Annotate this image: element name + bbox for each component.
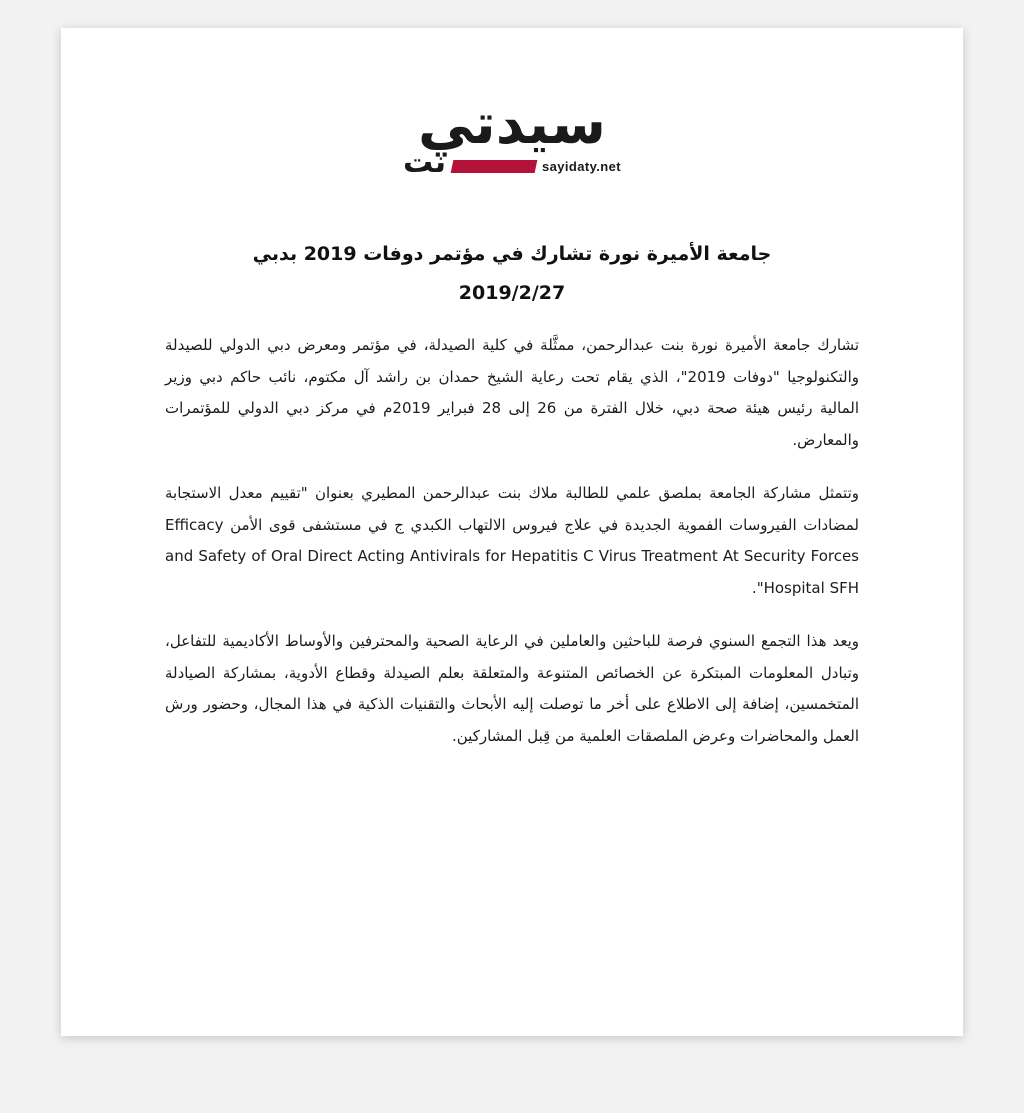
logo-accent-bar-icon (451, 160, 538, 173)
logo-arabic-wordmark: سيدتي (418, 92, 606, 157)
article-paragraph-3: ويعد هذا التجمع السنوي فرصة للباحثين والعاملين في الرعاية الصحية والمحترفين والأوساط الأكاديمية للتفاعل، وتبادل المعلومات المبتكرة عن الخصائص المتنوعة والمتعلقة بعلم الصيدلة وقطاع الأدوية، بمشاركة الصيادلة المتخمسين، إضافة إلى الاطلاع على أخر ما توصلت إليه الأبحاث والتقنيات الذكية في هذا المجال، وحضور ورش العمل والمحاضرات وعرض الملصقات العلمية من قِبل المشاركين. (165, 632, 859, 745)
logo-arabic-net: نت (403, 145, 447, 181)
publish-date: 2019/2/27 (458, 282, 566, 305)
logo-latin-text: sayidaty.net (542, 159, 622, 175)
site-logo (165, 92, 859, 181)
article-paragraph-2: وتتمثل مشاركة الجامعة بملصق علمي للطالبة ملاك بنت عبدالرحمن المطيري بعنوان "تقييم معدل الاستجابة لمضادات الفيروسات الفموية الجديدة في علاج فيروس الالتهاب الكبدي ج في مستشفى قوى الأمن Efficacy and Safety of Oral Direct Acting Antivirals for Hepatitis C Virus Treatment At Security Forces Hospital SFH". (165, 484, 859, 597)
article-paragraph-1: تشارك جامعة الأميرة نورة بنت عبدالرحمن، ممثَّلة في كلية الصيدلة، في مؤتمر ومعرض دبي الدولي للصيدلة والتكنولوجيا "دوفات 2019"، الذي يقام تحت رعاية الشيخ حمدان بن راشد آل مكتوم، نائب حاكم دبي وزير المالية رئيس هيئة صحة دبي، خلال الفترة من 26 إلى 28 فبراير 2019م في مركز دبي الدولي للمؤتمرات والمعارض. (165, 336, 859, 449)
document-sheet (61, 28, 963, 1036)
logo-subline (403, 145, 622, 181)
page-title: جامعة الأميرة نورة تشارك في مؤتمر دوفات 2019 بدبي (252, 243, 772, 266)
